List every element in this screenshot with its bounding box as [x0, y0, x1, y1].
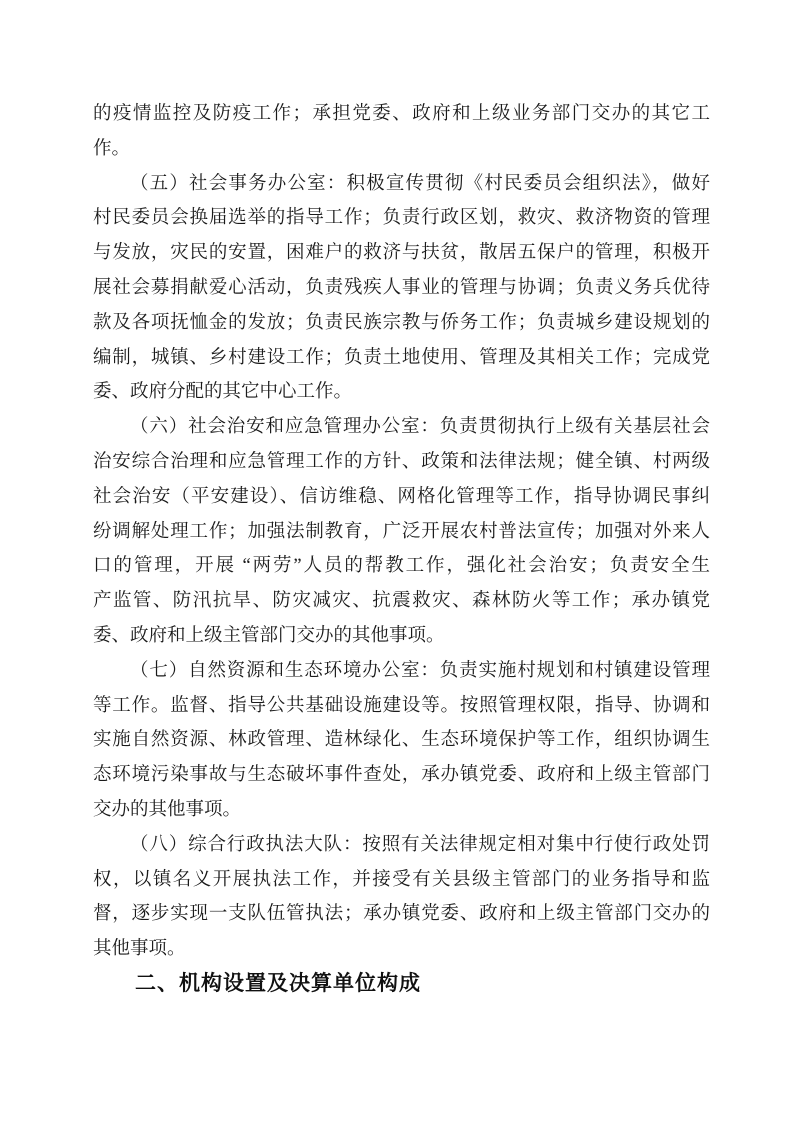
text-line: 编制，城镇、乡村建设工作；负责土地使用、管理及其相关工作；完成党	[93, 347, 710, 368]
text-line: 等工作。监督、指导公共基础设施建设等。按照管理权限，指导、协调和	[93, 695, 710, 716]
text-line: 展社会募捐献爱心活动，负责残疾人事业的管理与协调；负责义务兵优待	[93, 277, 710, 298]
text-line: （五）社会事务办公室：积极宣传贯彻《村民委员会组织法》，做好	[130, 173, 710, 194]
text-line: 与发放，灾民的安置，困难户的救济与扶贫，散居五保户的管理，积极开	[93, 243, 710, 264]
text-line: （七）自然资源和生态环境办公室：负责实施村规划和村镇建设管理	[130, 660, 710, 681]
text-line: 其他事项。	[93, 939, 186, 960]
text-line: （八）综合行政执法大队：按照有关法律规定相对集中行使行政处罚	[130, 834, 710, 855]
text-line: （六）社会治安和应急管理办公室：负责贯彻执行上级有关基层社会	[130, 417, 710, 438]
text-line: 委、政府和上级主管部门交办的其他事项。	[93, 625, 445, 646]
text-line: 款及各项抚恤金的发放；负责民族宗教与侨务工作；负责城乡建设规划的	[93, 312, 710, 333]
text-line: 督，逐步实现一支队伍管执法；承办镇党委、政府和上级主管部门交办的	[93, 904, 710, 925]
text-line: 口的管理，开展 “两劳”人员的帮教工作，强化社会治安；负责安全生	[93, 556, 710, 577]
text-line: 村民委员会换届选举的指导工作；负责行政区划，救灾、救济物资的管理	[93, 208, 710, 229]
text-line: 纷调解处理工作；加强法制教育，广泛开展农村普法宣传；加强对外来人	[93, 521, 710, 542]
text-line: 委、政府分配的其它中心工作。	[93, 382, 353, 403]
document-body	[93, 97, 710, 1002]
text-line: 交办的其他事项。	[93, 799, 242, 820]
section-heading: 二、机构设置及决算单位构成	[135, 971, 421, 995]
text-line: 治安综合治理和应急管理工作的方针、政策和法律法规；健全镇、村两级	[93, 451, 710, 472]
text-line: 权，以镇名义开展执法工作，并接受有关县级主管部门的业务指导和监	[93, 869, 710, 890]
text-line: 社会治安（平安建设）、信访维稳、网格化管理等工作，指导协调民事纠	[93, 486, 710, 507]
text-line: 产监管、防汛抗旱、防灾减灾、抗震救灾、森林防火等工作；承办镇党	[93, 591, 710, 612]
text-line: 实施自然资源、林政管理、造林绿化、生态环境保护等工作，组织协调生	[93, 730, 710, 751]
text-line: 态环境污染事故与生态破坏事件查处，承办镇党委、政府和上级主管部门	[93, 765, 710, 786]
text-line: 作。	[93, 138, 131, 159]
text-line: 的疫情监控及防疫工作；承担党委、政府和上级业务部门交办的其它工	[93, 104, 710, 124]
